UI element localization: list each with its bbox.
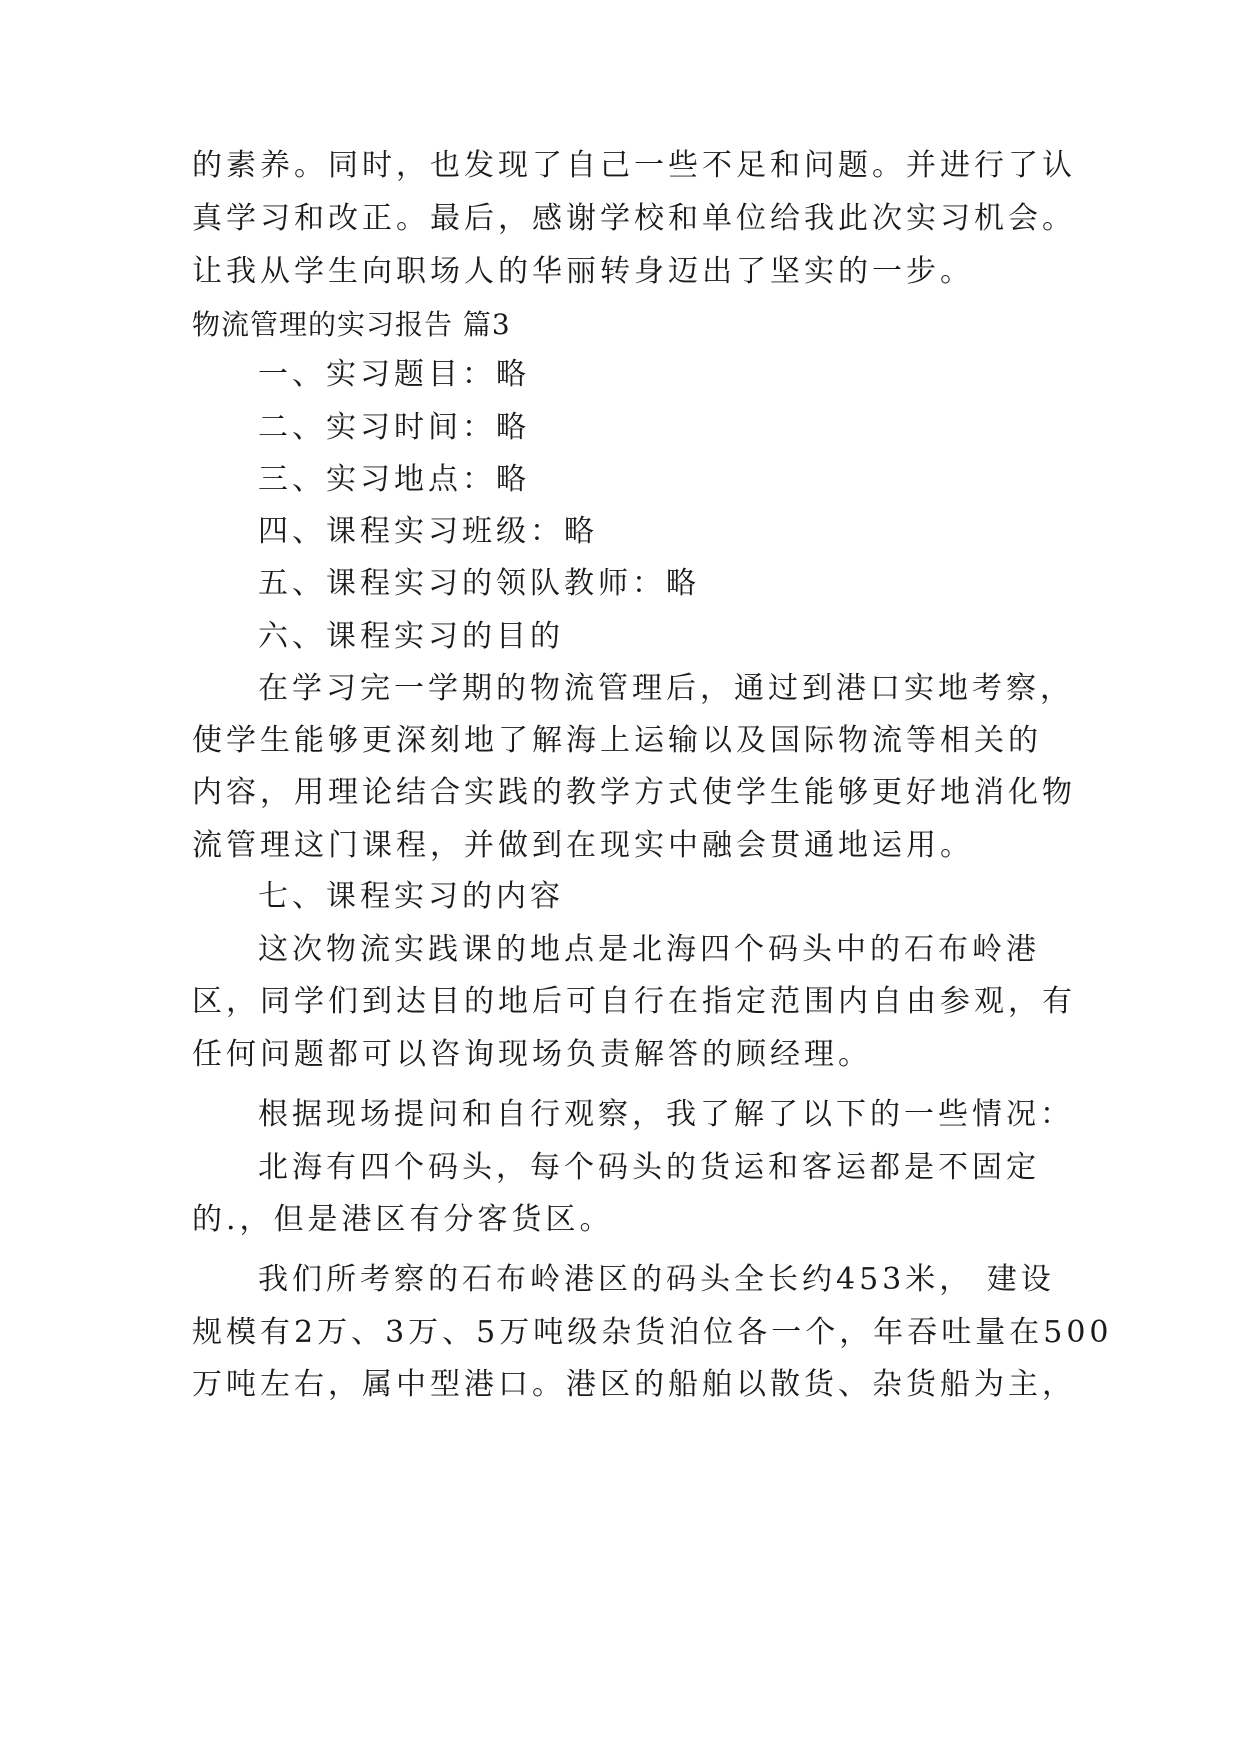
paragraph-line: 规模有2万、3万、5万吨级杂货泊位各一个，年吞吐量在500 bbox=[192, 1315, 1113, 1350]
text-line: 的素养。同时，也发现了自己一些不足和问题。并进行了认 bbox=[192, 148, 1076, 183]
paragraph-line: 北海有四个码头，每个码头的货运和客运都是不固定 bbox=[258, 1150, 1040, 1185]
list-item: 七、课程实习的内容 bbox=[258, 879, 564, 914]
list-item: 六、课程实习的目的 bbox=[258, 619, 564, 654]
paragraph-line: 根据现场提问和自行观察，我了解了以下的一些情况： bbox=[258, 1097, 1074, 1132]
paragraph-line: 万吨左右，属中型港口。港区的船舶以散货、杂货船为主， bbox=[192, 1367, 1076, 1402]
paragraph-line: 在学习完一学期的物流管理后，通过到港口实地考察， bbox=[258, 671, 1074, 706]
text-line: 让我从学生向职场人的华丽转身迈出了坚实的一步。 bbox=[192, 254, 974, 289]
paragraph-line: 我们所考察的石布岭港区的码头全长约453米， 建设 bbox=[258, 1262, 1055, 1297]
paragraph-line: 区，同学们到达目的地后可自行在指定范围内自由参观，有 bbox=[192, 984, 1076, 1019]
paragraph-line: 内容，用理论结合实践的教学方式使学生能够更好地消化物 bbox=[192, 775, 1076, 810]
paragraph-line: 使学生能够更深刻地了解海上运输以及国际物流等相关的 bbox=[192, 723, 1042, 758]
list-item: 五、课程实习的领队教师：略 bbox=[258, 566, 700, 601]
paragraph-line: 的.，但是港区有分客货区。 bbox=[192, 1202, 614, 1237]
paragraph-line: 这次物流实践课的地点是北海四个码头中的石布岭港 bbox=[258, 932, 1040, 967]
section-heading: 物流管理的实习报告 篇3 bbox=[192, 308, 511, 341]
paragraph-line: 流管理这门课程，并做到在现实中融会贯通地运用。 bbox=[192, 828, 974, 863]
text-line: 真学习和改正。最后，感谢学校和单位给我此次实习机会。 bbox=[192, 201, 1076, 236]
list-item: 四、课程实习班级：略 bbox=[258, 514, 598, 549]
list-item: 三、实习地点：略 bbox=[258, 462, 530, 497]
paragraph-line: 任何问题都可以咨询现场负责解答的顾经理。 bbox=[192, 1037, 872, 1072]
list-item: 二、实习时间：略 bbox=[258, 410, 530, 445]
list-item: 一、实习题目：略 bbox=[258, 357, 530, 392]
